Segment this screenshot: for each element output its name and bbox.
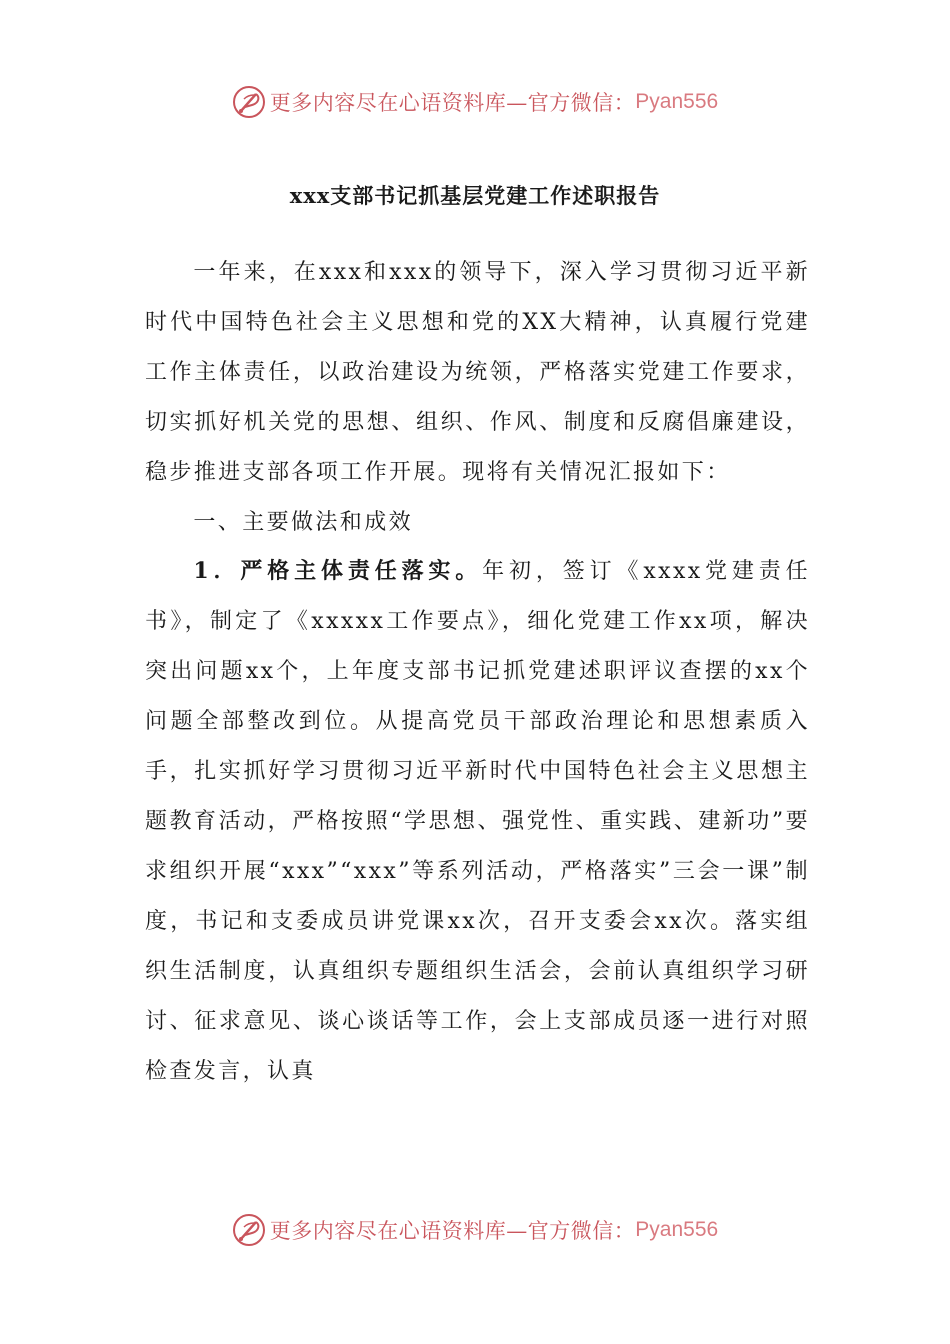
intro-paragraph: 一年来，在xxx和xxx的领导下，深入学习贯彻习近平新时代中国特色社会主义思想和党的XX大精神，认真履行党建工作主体责任，以政治建设为统领，严格落实党建工作要求，切实抓好机关党的思想、组织、作风、制度和反腐倡廉建设，稳步推进支部各项工作开展。现将有关情况汇报如下：	[145, 260, 810, 485]
quill-logo-icon	[232, 85, 266, 119]
watermark-wechat-id: Pyan556	[635, 90, 719, 113]
item-body: 年初，签订《xxxx党建责任书》，制定了《xxxxx工作要点》，细化党建工作xx项，解决突出问题xx个，上年度支部书记抓党建述职评议查摆的xx个问题全部整改到位。从提高党员干部政治理论和思想素质入手，扎实抓好学习贯彻习近平新时代中国特色社会主义思想主题教育活动，严格按照“学思想、强党性、重实践、建新功”要求组织开展“xxx”“xxx”等系列活动，严格落实”三会一课”制度，书记和支委成员讲党课xx次，召开支委会xx次。落实组织生活制度，认真组织专题组织生活会，会前认真组织学习研讨、征求意见、谈心谈话等工作，会上支部成员逐一进行对照检查发言，认真	[145, 559, 810, 1084]
watermark-text: 更多内容尽在心语资料库—官方微信：	[269, 91, 636, 115]
watermark-wechat-id: Pyan556	[635, 1218, 719, 1241]
footer-watermark	[0, 1210, 950, 1250]
document-title: xxx支部书记抓基层党建工作述职报告	[289, 183, 661, 208]
header-watermark	[0, 82, 950, 122]
quill-logo-icon	[232, 1213, 266, 1247]
item-paragraph	[145, 547, 810, 1096]
section-heading: 一、主要做法和成效	[193, 509, 413, 535]
document-body	[145, 248, 810, 1096]
watermark-text: 更多内容尽在心语资料库—官方微信：	[269, 1219, 636, 1243]
item-lead: 1．严格主体责任落实。	[193, 558, 483, 585]
